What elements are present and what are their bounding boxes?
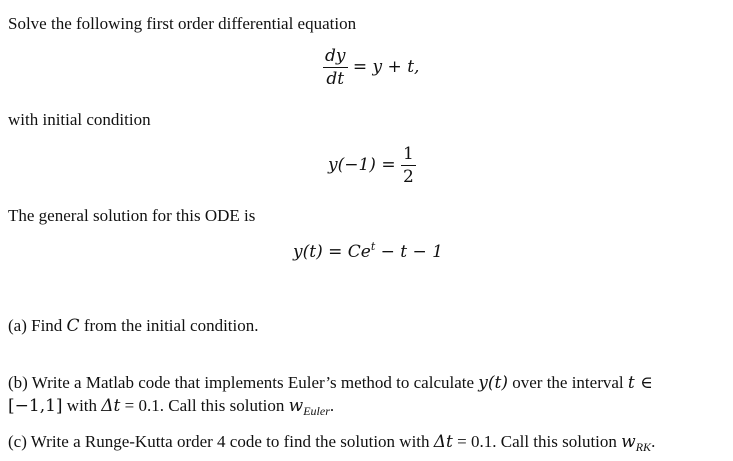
- part-b-line2: [8, 396, 334, 421]
- initial-condition-equation: [328, 144, 416, 187]
- ode-numerator: dy: [325, 46, 346, 66]
- part-c-w: w: [621, 432, 636, 452]
- part-b-var: t ∈: [627, 373, 653, 393]
- general-rhs: − t − 1: [375, 242, 444, 262]
- fraction-bar: [401, 165, 416, 166]
- part-b-eq: = 0.1. Call this solution: [120, 396, 289, 415]
- part-c-dt: Δt: [433, 432, 453, 452]
- ic-denominator: 2: [402, 167, 414, 188]
- part-a-prefix: (a) Find: [8, 316, 67, 335]
- part-c-end: .: [651, 432, 656, 451]
- ode-denominator: dt: [326, 69, 345, 90]
- initial-condition-text: with initial condition: [8, 110, 151, 129]
- ode-rhs: = y + t,: [352, 57, 420, 78]
- ode-equation: [323, 46, 419, 89]
- part-a: [8, 316, 259, 336]
- general-solution-equation: [293, 240, 443, 262]
- part-a-suffix: from the initial condition.: [79, 316, 259, 335]
- part-c: [8, 432, 655, 457]
- general-lhs: y(t) = Ce: [293, 242, 371, 262]
- ic-numerator: 1: [402, 144, 414, 164]
- general-exponent: t: [370, 240, 376, 253]
- ic-fraction: [401, 144, 416, 187]
- part-c-sub: RK: [635, 440, 652, 454]
- part-b-end: .: [329, 396, 335, 415]
- part-b-mid: over the interval: [507, 373, 628, 392]
- part-b-func: y(t): [478, 373, 508, 393]
- ic-lhs: y(−1) =: [328, 155, 396, 176]
- part-a-var: C: [66, 316, 80, 336]
- general-solution-text: The general solution for this ODE is: [8, 206, 256, 225]
- part-b-prefix: (b) Write a Matlab code that implements Euler’s method to calculate: [8, 373, 479, 392]
- part-b-w: w: [288, 396, 304, 416]
- intro-text: Solve the following first order differential equation: [8, 14, 357, 33]
- part-c-prefix: (c) Write a Runge-Kutta order 4 code to find the solution with: [8, 432, 434, 451]
- part-b-dt: Δt: [101, 396, 121, 416]
- part-b-line1: [8, 373, 653, 393]
- ode-fraction: [323, 46, 348, 89]
- fraction-bar: [323, 67, 348, 68]
- part-b-interval: [−1,1]: [8, 396, 63, 416]
- part-c-eq: = 0.1. Call this solution: [452, 432, 622, 451]
- part-b-sub: Euler: [303, 404, 330, 418]
- part-b-with: with: [62, 396, 102, 415]
